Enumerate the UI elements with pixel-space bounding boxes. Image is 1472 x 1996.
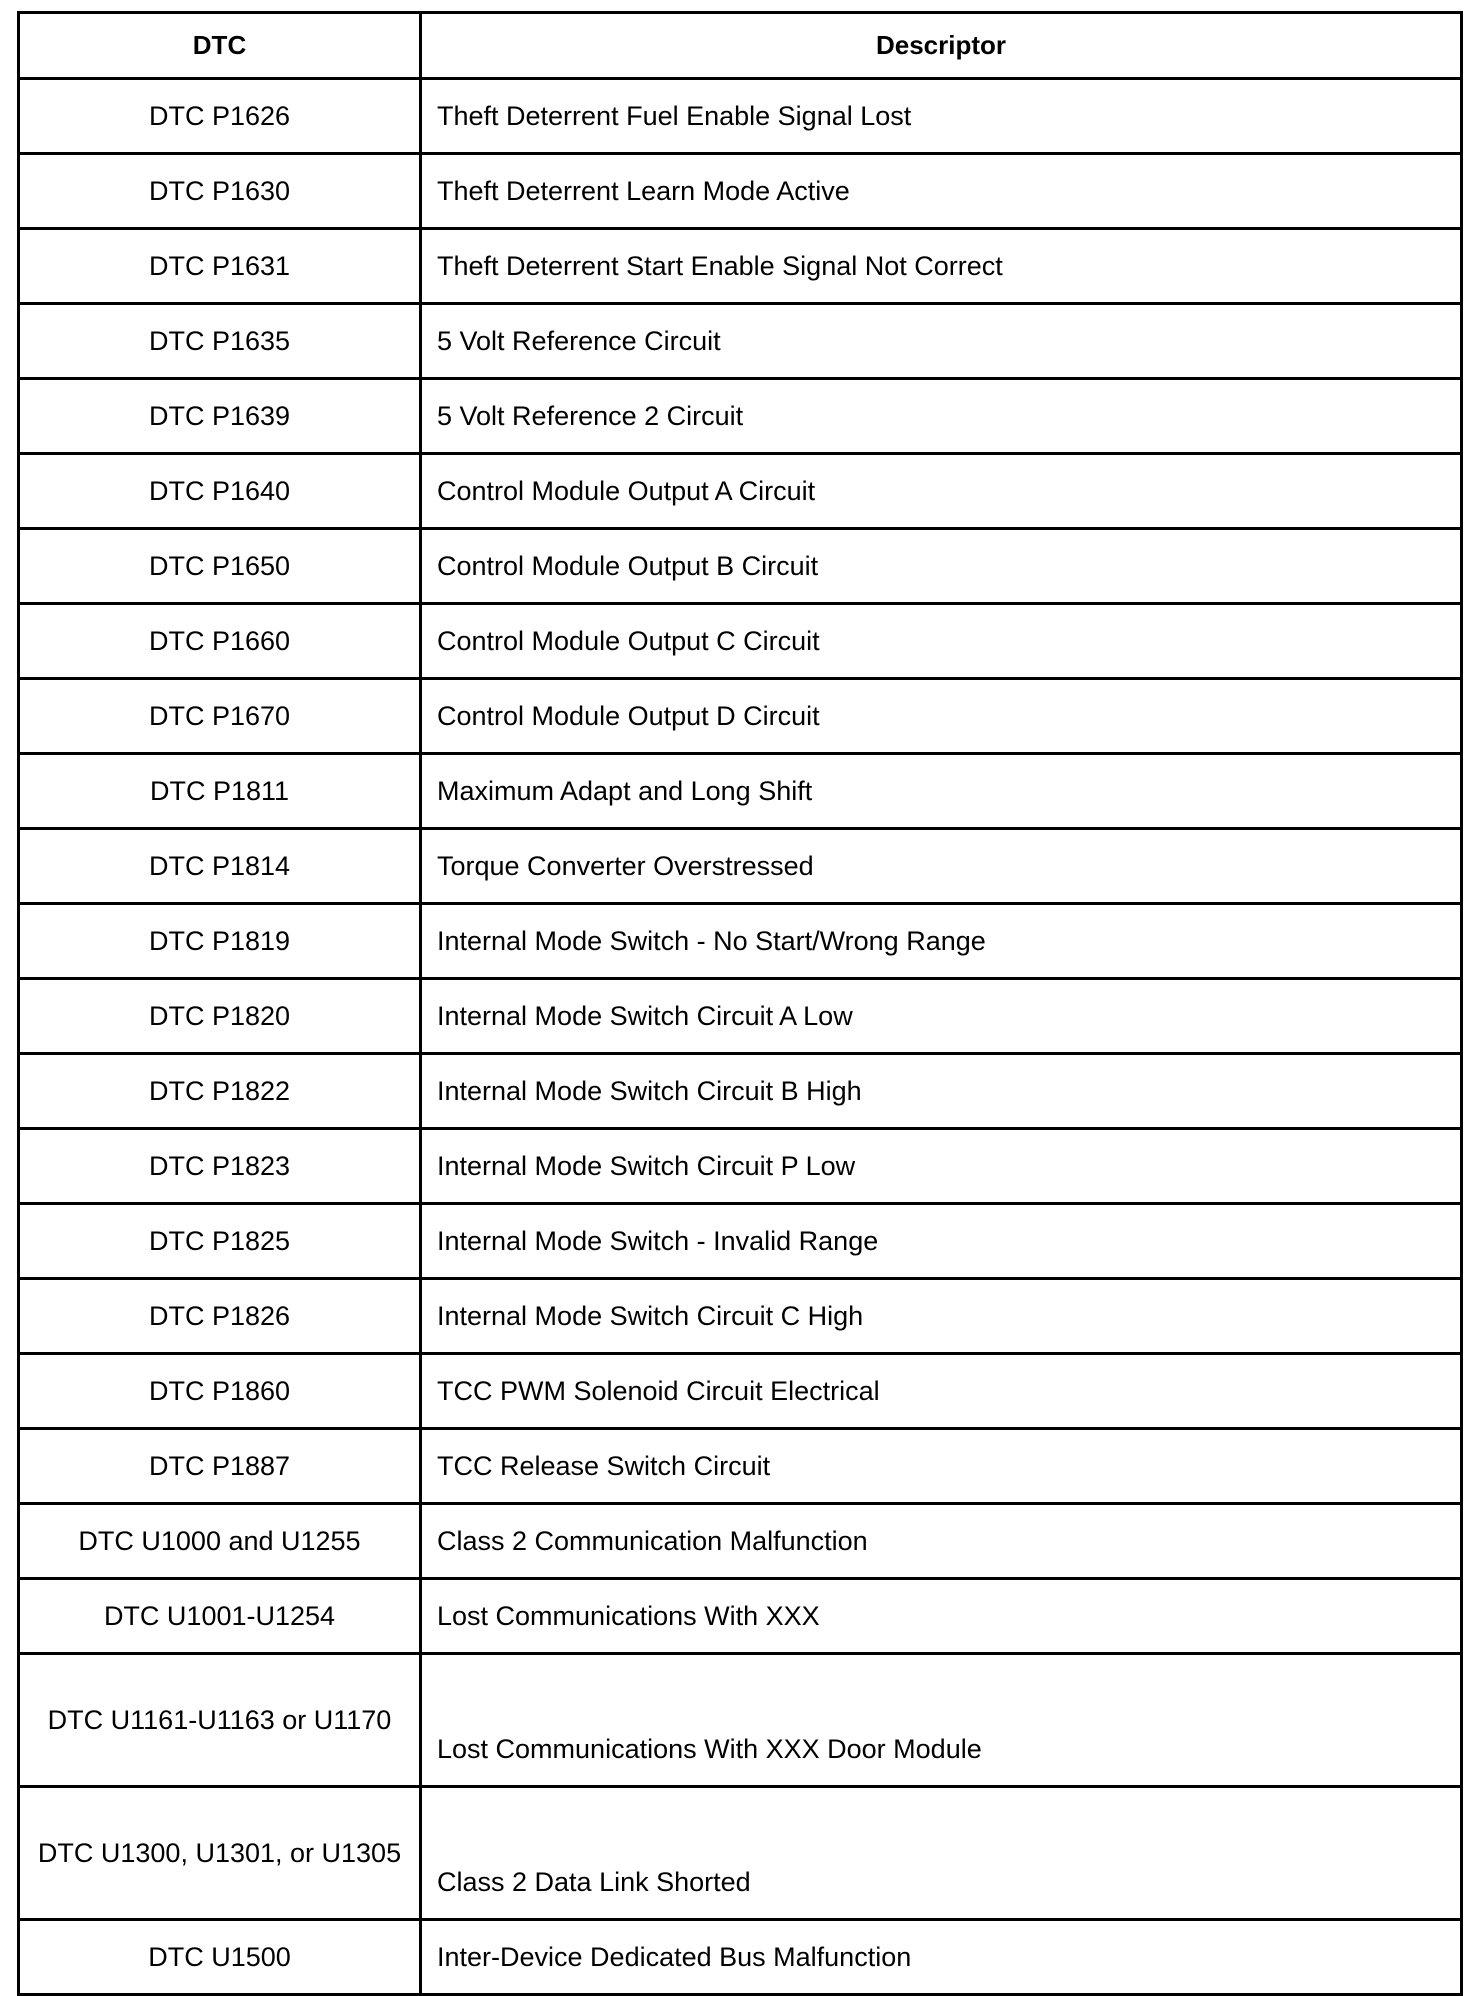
table-row <box>19 379 1462 454</box>
dtc-descriptor: TCC PWM Solenoid Circuit Electrical <box>421 1354 1462 1429</box>
header-descriptor: Descriptor <box>421 13 1462 79</box>
dtc-descriptor: Theft Deterrent Learn Mode Active <box>421 154 1462 229</box>
dtc-code: DTC P1822 <box>19 1054 421 1129</box>
table-row <box>19 679 1462 754</box>
dtc-code: DTC P1887 <box>19 1429 421 1504</box>
table-row <box>19 154 1462 229</box>
header-dtc: DTC <box>19 13 421 79</box>
table-row <box>19 979 1462 1054</box>
dtc-descriptor: Internal Mode Switch - Invalid Range <box>421 1204 1462 1279</box>
dtc-descriptor: Internal Mode Switch Circuit B High <box>421 1054 1462 1129</box>
dtc-code: DTC P1823 <box>19 1129 421 1204</box>
dtc-code: DTC P1820 <box>19 979 421 1054</box>
dtc-code: DTC P1660 <box>19 604 421 679</box>
dtc-code: DTC P1626 <box>19 79 421 154</box>
dtc-code: DTC P1650 <box>19 529 421 604</box>
dtc-code: DTC P1811 <box>19 754 421 829</box>
dtc-code: DTC P1825 <box>19 1204 421 1279</box>
table-row <box>19 1354 1462 1429</box>
dtc-code: DTC U1161-U1163 or U1170 <box>19 1654 421 1787</box>
dtc-descriptor: Class 2 Communication Malfunction <box>421 1504 1462 1579</box>
dtc-code: DTC P1630 <box>19 154 421 229</box>
dtc-code: DTC P1635 <box>19 304 421 379</box>
dtc-code: DTC P1640 <box>19 454 421 529</box>
dtc-code: DTC U1500 <box>19 1920 421 1995</box>
dtc-code: DTC U1001-U1254 <box>19 1579 421 1654</box>
dtc-descriptor: Inter-Device Dedicated Bus Malfunction <box>421 1920 1462 1995</box>
table-row <box>19 829 1462 904</box>
table-row <box>19 1054 1462 1129</box>
table-row <box>19 1129 1462 1204</box>
table-row <box>19 904 1462 979</box>
dtc-descriptor: 5 Volt Reference Circuit <box>421 304 1462 379</box>
dtc-code: DTC P1631 <box>19 229 421 304</box>
dtc-code: DTC U1300, U1301, or U1305 <box>19 1787 421 1920</box>
dtc-descriptor: Control Module Output C Circuit <box>421 604 1462 679</box>
dtc-descriptor: Internal Mode Switch - No Start/Wrong Range <box>421 904 1462 979</box>
dtc-descriptor: Internal Mode Switch Circuit A Low <box>421 979 1462 1054</box>
dtc-code: DTC P1639 <box>19 379 421 454</box>
dtc-descriptor: Lost Communications With XXX Door Module <box>421 1654 1462 1787</box>
dtc-descriptor: Theft Deterrent Start Enable Signal Not Correct <box>421 229 1462 304</box>
dtc-descriptor: TCC Release Switch Circuit <box>421 1429 1462 1504</box>
table-row <box>19 1787 1462 1920</box>
table-row <box>19 1579 1462 1654</box>
dtc-code: DTC P1670 <box>19 679 421 754</box>
table-row <box>19 1920 1462 1995</box>
table-row <box>19 1504 1462 1579</box>
dtc-descriptor: Control Module Output B Circuit <box>421 529 1462 604</box>
dtc-descriptor: Theft Deterrent Fuel Enable Signal Lost <box>421 79 1462 154</box>
table-row <box>19 1654 1462 1787</box>
table-row <box>19 1279 1462 1354</box>
dtc-code: DTC P1826 <box>19 1279 421 1354</box>
header-row <box>19 13 1462 79</box>
table-row <box>19 754 1462 829</box>
dtc-descriptor: 5 Volt Reference 2 Circuit <box>421 379 1462 454</box>
table-row <box>19 79 1462 154</box>
table-row <box>19 454 1462 529</box>
dtc-code: DTC P1814 <box>19 829 421 904</box>
dtc-table <box>17 11 1463 1996</box>
table-row <box>19 1429 1462 1504</box>
dtc-table-container <box>17 11 1460 1996</box>
table-row <box>19 529 1462 604</box>
dtc-code: DTC P1819 <box>19 904 421 979</box>
dtc-descriptor: Control Module Output A Circuit <box>421 454 1462 529</box>
table-row <box>19 304 1462 379</box>
dtc-descriptor: Control Module Output D Circuit <box>421 679 1462 754</box>
dtc-descriptor: Torque Converter Overstressed <box>421 829 1462 904</box>
dtc-descriptor: Class 2 Data Link Shorted <box>421 1787 1462 1920</box>
dtc-code: DTC U1000 and U1255 <box>19 1504 421 1579</box>
dtc-descriptor: Maximum Adapt and Long Shift <box>421 754 1462 829</box>
table-row <box>19 229 1462 304</box>
dtc-descriptor: Internal Mode Switch Circuit C High <box>421 1279 1462 1354</box>
dtc-descriptor: Lost Communications With XXX <box>421 1579 1462 1654</box>
dtc-code: DTC P1860 <box>19 1354 421 1429</box>
table-row <box>19 1204 1462 1279</box>
table-row <box>19 604 1462 679</box>
dtc-descriptor: Internal Mode Switch Circuit P Low <box>421 1129 1462 1204</box>
